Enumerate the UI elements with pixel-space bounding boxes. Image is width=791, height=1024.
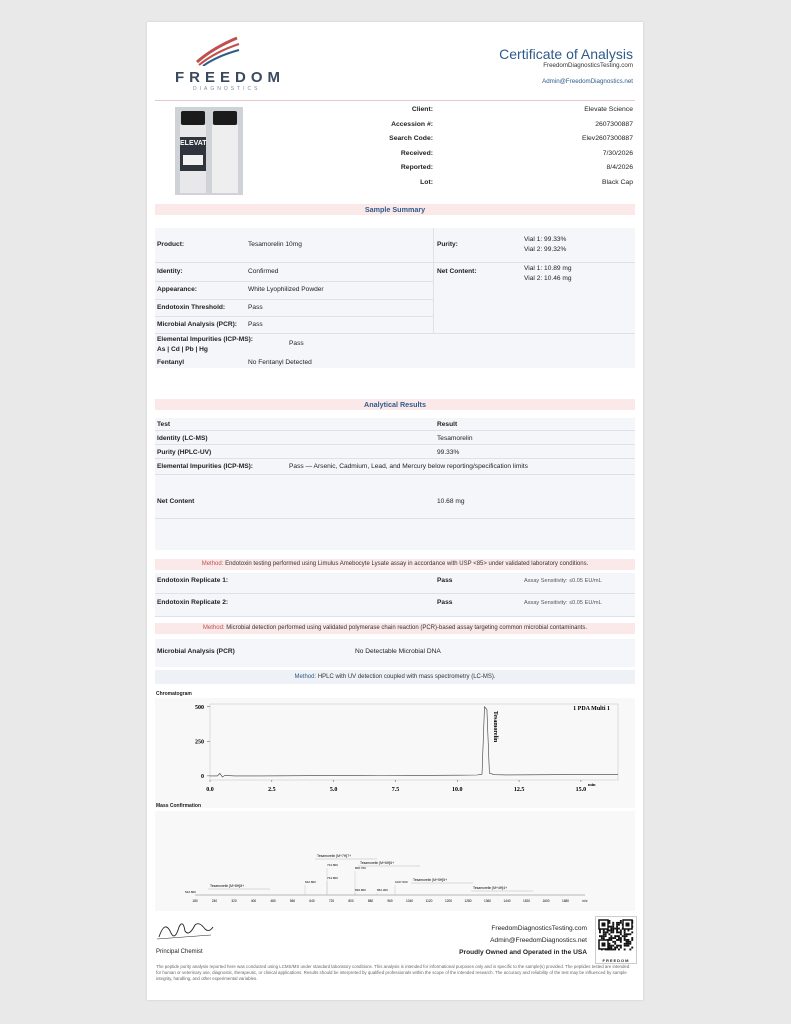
mass-peak-value: 734.800 xyxy=(327,876,338,880)
microbial-result-label: Microbial Analysis (PCR) xyxy=(157,648,235,655)
client-info-value: 8/4/2026 xyxy=(606,164,633,171)
client-info-label: Client: xyxy=(411,106,433,113)
peak-label: Tesamorelin xyxy=(491,710,498,743)
mass-peak-value: 724.800 xyxy=(327,863,338,867)
x-tick-label: 5.0 xyxy=(329,787,338,793)
detector-label: 1 PDA Multi 1 xyxy=(573,706,610,712)
mass-ion-label: Tesamorelin [M+8H]8+ xyxy=(210,884,245,888)
mass-peak-value: 522.800 xyxy=(185,890,196,894)
principal-chemist-label: Principal Chemist xyxy=(156,949,203,955)
appearance-value: White Lyophilized Powder xyxy=(248,286,324,293)
endotoxin-method-band xyxy=(155,559,635,570)
mass-x-tick-label: 180 xyxy=(192,899,198,903)
qr-label: FREEDOM xyxy=(602,958,630,963)
microbial-method-text: Microbial detection performed using validated polymerase chain reaction (PCR)-based assay targeting common microbial contaminants. xyxy=(226,625,588,631)
identity-value: Confirmed xyxy=(248,268,279,275)
footer-tagline: Proudly Owned and Operated in the USA xyxy=(459,949,587,956)
analytical-table xyxy=(155,418,635,550)
mass-peak-value: 1027.600 xyxy=(395,880,408,884)
client-info-label: Received: xyxy=(400,149,433,157)
endotoxin-rep-2-label: Endotoxin Replicate 2: xyxy=(157,599,229,606)
sample-summary-title: Sample Summary xyxy=(364,205,426,214)
purity-vial-2: Vial 2: 99.32% xyxy=(524,246,567,253)
mass-ion-label: Tesamorelin [M+7H]7+ xyxy=(317,854,352,858)
mass-x-tick-label: 240 xyxy=(211,899,218,903)
mass-ion-label: Tesamorelin [M+4H]4+ xyxy=(473,886,508,890)
mass-confirmation-title: Mass Confirmation xyxy=(156,803,202,809)
disclaimer-text: The peptide purity analysis reported here was conducted using LCMS/MS under standard laboratory conditions. This analysis is intended for informational purposes only and is specific to the sample(s) provided. The peptides tested are intended for human or veterinary use, diagnostic, therapeutic, or clinical applications. Results should be interpreted by qualified professionals within the scope of the intended research. The accuracy and reliability of the test may be influenced by sample integrity, handling, and other experimental variables. xyxy=(156,964,630,981)
mass-x-tick-label: 800 xyxy=(348,899,354,903)
mass-x-tick-label: 720 xyxy=(328,899,335,903)
endotoxin-rep-1-label: Endotoxin Replicate 1: xyxy=(157,577,229,584)
endotoxin-rep-1-result: Pass xyxy=(437,577,453,584)
x-tick-label: 2.5 xyxy=(268,787,276,793)
purity-label: Purity: xyxy=(437,241,458,248)
mass-x-tick-label: 1040 xyxy=(405,899,414,903)
result-purity: 99.33% xyxy=(437,449,460,456)
endotoxin-rep-1-sensitivity: Assay Sensitivity: ≤0.05 EU/mL xyxy=(524,578,602,584)
mass-x-tick-label: 640 xyxy=(309,899,315,903)
mass-x-tick-label: 480 xyxy=(270,899,276,903)
sample-summary-band xyxy=(155,204,635,215)
x-tick-label: 0.0 xyxy=(206,787,214,793)
mass-x-tick-label: 1200 xyxy=(444,899,453,903)
mass-x-tick-label: 960 xyxy=(387,899,393,903)
test-net-content: Net Content xyxy=(157,498,195,505)
purity-vial-1: Vial 1: 99.33% xyxy=(524,236,567,243)
col-test-header: Test xyxy=(157,421,171,428)
client-info-label: Reported: xyxy=(400,164,433,171)
mass-x-tick-label: 560 xyxy=(289,899,296,903)
analytical-results-title: Analytical Results xyxy=(364,400,426,409)
mass-x-tick-label: 1360 xyxy=(483,899,492,903)
y-tick-label: 500 xyxy=(195,704,204,711)
analytical-results-band xyxy=(155,399,635,410)
test-elemental: Elemental Impurities (ICP-MS): xyxy=(157,463,253,470)
client-info-value: 2607300887 xyxy=(595,120,633,128)
endotoxin-rep-2-sensitivity: Assay Sensitivity: ≤0.05 EU/mL xyxy=(524,600,602,606)
signature-image xyxy=(155,915,215,943)
mass-ion-label: Tesamorelin [M+6H]6+ xyxy=(360,861,395,865)
hplc-method-text: HPLC with UV detection coupled with mass spectrometry (LC-MS). xyxy=(317,674,496,680)
microbial-label: Microbial Analysis (PCR): xyxy=(157,321,237,328)
client-info-value: Black Cap xyxy=(602,178,633,186)
col-result-header: Result xyxy=(437,421,458,428)
hplc-method-prefix: Method: xyxy=(294,674,317,680)
endotoxin-threshold-value: Pass xyxy=(248,304,263,311)
header-email: Admin@FreedomDiagnostics.net xyxy=(542,78,633,85)
client-info-label: Lot: xyxy=(420,178,433,186)
client-info-value: Elev2607300887 xyxy=(581,135,633,142)
chromatogram-chart xyxy=(155,698,635,808)
result-elemental: Pass — Arsenic, Cadmium, Lead, and Mercury below reporting/specification limits xyxy=(289,463,528,470)
net-content-vial-2: Vial 2: 10.46 mg xyxy=(524,275,572,282)
client-info-value: 7/30/2026 xyxy=(602,149,633,157)
footer-website: FreedomDiagnosticsTesting.com xyxy=(491,925,587,932)
client-info-label: Search Code: xyxy=(389,135,433,142)
microbial-method-prefix: Method: xyxy=(202,625,225,631)
mass-x-tick-label: 1120 xyxy=(425,899,433,903)
endotoxin-threshold-label: Endotoxin Threshold: xyxy=(157,304,226,311)
endotoxin-method-prefix: Method: xyxy=(201,561,224,567)
x-tick-label: 12.5 xyxy=(513,787,525,793)
test-purity: Purity (HPLC-UV) xyxy=(157,449,212,456)
endotoxin-rep-2-result: Pass xyxy=(437,599,453,606)
result-net-content: 10.68 mg xyxy=(437,498,465,505)
certificate-page xyxy=(147,22,643,1000)
mass-x-tick-label: 880 xyxy=(367,899,374,903)
qr-code-icon xyxy=(596,917,636,953)
net-content-vial-1: Vial 1: 10.89 mg xyxy=(524,265,572,272)
mass-x-tick-label: 1520 xyxy=(522,899,531,903)
product-label: Product: xyxy=(157,241,185,248)
microbial-method-band xyxy=(155,623,635,634)
test-identity: Identity (LC-MS) xyxy=(157,435,208,442)
fentanyl-value: No Fentanyl Detected xyxy=(248,359,312,366)
flag-logo-icon xyxy=(193,36,243,66)
vial-photo xyxy=(175,107,243,195)
header-website: FreedomDiagnosticsTesting.com xyxy=(543,62,633,69)
mass-x-tick-label: m/z xyxy=(582,899,588,903)
client-info-label: Accession #: xyxy=(391,120,433,128)
mass-ion-label: Tesamorelin [M+5H]5+ xyxy=(413,878,448,882)
mass-x-tick-label: 1280 xyxy=(464,899,472,903)
footer-email: Admin@FreedomDiagnostics.net xyxy=(490,937,587,944)
elemental-sub-label: As | Cd | Pb | Hg xyxy=(157,346,208,353)
identity-label: Identity: xyxy=(157,268,183,275)
hplc-method-band xyxy=(155,670,635,684)
mass-peak-value: 862.300 xyxy=(377,888,388,892)
elemental-value: Pass xyxy=(289,340,304,347)
mass-peak-value: 806.700 xyxy=(355,866,366,870)
mass-x-tick-label: 400 xyxy=(250,899,257,903)
x-tick-label: 15.0 xyxy=(575,787,587,793)
qr-code[interactable] xyxy=(595,916,637,964)
mass-peak-value: 642.800 xyxy=(305,880,316,884)
mass-peak-value: 836.800 xyxy=(355,888,366,892)
divider xyxy=(155,100,635,101)
y-tick-label: 0 xyxy=(201,773,204,780)
result-identity: Tesamorelin xyxy=(437,435,473,442)
mass-x-tick-label: 1440 xyxy=(503,899,511,903)
brand-name: FREEDOM xyxy=(175,69,285,86)
fentanyl-label: Fentanyl xyxy=(157,359,185,366)
chromatogram-title: Chromatogram xyxy=(156,691,192,697)
x-axis-unit: min xyxy=(588,782,596,787)
y-tick-label: 250 xyxy=(195,739,204,746)
appearance-label: Appearance: xyxy=(157,286,197,293)
elemental-label: Elemental Impurities (ICP-MS): xyxy=(157,336,253,343)
microbial-value: Pass xyxy=(248,321,263,328)
vial-label-text: ELEVAT xyxy=(180,140,207,147)
mass-x-tick-label: 320 xyxy=(231,899,237,903)
net-content-label: Net Content: xyxy=(437,268,477,275)
brand-subtitle: DIAGNOSTICS xyxy=(193,86,261,92)
mass-spectrum-chart xyxy=(155,811,635,911)
certificate-title: Certificate of Analysis xyxy=(499,46,633,62)
endotoxin-method-text: Endotoxin testing performed using Limulus Amebocyte Lysate assay in accordance with USP <85> under validated laboratory conditions. xyxy=(225,561,589,567)
microbial-result-value: No Detectable Microbial DNA xyxy=(355,648,441,655)
product-value: Tesamorelin 10mg xyxy=(248,241,302,248)
x-tick-label: 7.5 xyxy=(391,787,400,793)
mass-x-tick-label: 1680 xyxy=(561,899,570,903)
client-info-value: Elevate Science xyxy=(584,106,633,113)
mass-x-tick-label: 1600 xyxy=(542,899,550,903)
x-tick-label: 10.0 xyxy=(452,787,463,793)
